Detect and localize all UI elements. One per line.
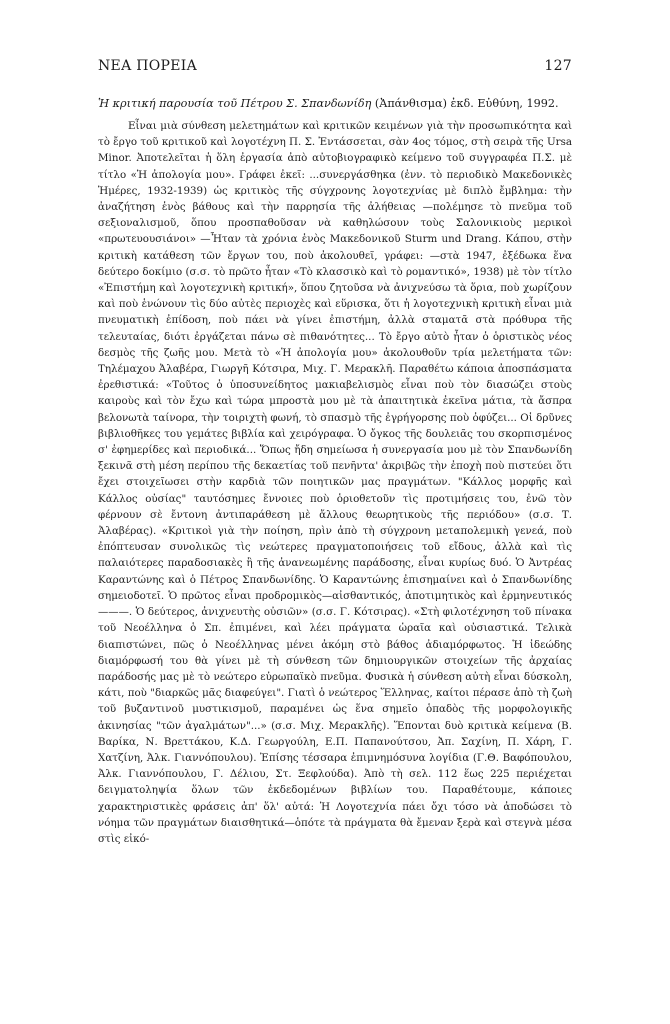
review-heading [98, 96, 572, 112]
reviewed-book-publication: (Ἀπάνθισμα) ἐκδ. Εὐθύνη, 1992. [374, 97, 559, 110]
page-number: 127 [544, 58, 572, 74]
review-body-paragraph: Εἶναι μιὰ σύνθεση μελετημάτων καὶ κριτικῶν κειμένων γιὰ τὴν προσωπικότητα καὶ τὸ ἔργο τοῦ κριτικοῦ καὶ λογοτέχνη Π. Σ. Ἐντάσσεται, σὰν 4ος τόμος, στὴ σειρὰ τῆς Ursa Minor. Ἀποτελεῖται ἡ ὅλη ἐργασία ἀπὸ αὐτοβιογραφικὸ κείμενο τοῦ συγγραφέα Π.Σ. μὲ τίτλο «Ἡ ἀπολογία μου». Γράφει ἐκεῖ: ...συνεργάσθηκα (ἐνν. τὸ περιοδικὸ Μακεδονικὲς Ἡμέρες, 1932-1939) ὡς κριτικὸς τῆς σύγχρονης λογοτεχνίας μὲ διπλὸ ἔμβλημα: τὴν ἀναζήτηση ἑνὸς βάθους καὶ τὴν παρρησία τῆς ἀλήθειας —πολέμησε τὸ πνεῦμα τοῦ σεξιοναλισμοῦ, ὅπου προσπαθοῦσαν νὰ καθηλώσουν τοὺς Σαλονικιοὺς μερικοὶ «πρωτευουσιάνοι» —Ἦταν τὰ χρόνια ἑνὸς Μακεδονικοῦ Sturm und Drang. Κάπου, στὴν κριτικὴ κατάθεση τῶν ἔργων του, ποὺ ἀκολουθεῖ, γράφει: —στὰ 1947, ἐξέδωκα ἕνα δεύτερο δοκίμιο (σ.σ. τὸ πρῶτο ἦταν «Τὸ κλασσικὸ καὶ τὸ ρομαντικό», 1938) μὲ τὸν τίτλο «Ἐπιστήμη καὶ λογοτεχνικὴ κριτική», ὅπου ζητοῦσα νὰ ἀνιχνεύσω τὰ ὅρια, ποὺ χωρίζουν καὶ ποὺ ἑνώνουν τὶς δύο αὐτὲς περιοχὲς καὶ εὕρισκα, ὅτι ἡ λογοτεχνικὴ κριτικὴ εἶναι μιὰ πνευματικὴ ἐπίδοση, ποὺ πάει νὰ γίνει ἐπιστήμη, ἀλλὰ σταματᾶ στὰ πρόθυρα τῆς τελευταίας, διότι ἐργάζεται πάνω σὲ πιθανότητες... Τὸ ἔργο αὐτὸ ἦταν ὁ ὁριστικὸς νέος δεσμὸς τῆς ζωῆς μου. Μετὰ τὸ «Ἡ ἀπολογία μου» ἀκολουθοῦν τρία μελετήματα τῶν: Τηλέμαχου Ἀλαβέρα, Γιωργῆ Κότσιρα, Μιχ. Γ. Μερακλῆ. Παραθέτω κάποια ἀποσπάσματα ἐρεθιστικά: «Τοῦτος ὁ ὑποσυνείδητος μακιαβελισμὸς εἶναι ποὺ τὸν διασώζει στοὺς καιροὺς καὶ τὸν ἔχω καὶ τώρα μπροστὰ μου μὲ τὰ ἀπαιτητικὰ ἐκεῖνα μάτια, τὰ ἄσπρα βελονωτὰ ταίνορα, τὴν τοιριχτὴ φωνή, τὸ σπασμὸ τῆς ἐγρήγορσης ποὺ ὀφύζει... Οἱ δρῦνες βιβλιοθῆκες του γεμάτες βιβλία καὶ χειρόγραφα. Ὁ ὄγκος τῆς δουλειᾶς του σκορπισμένος σ' ἐφημερίδες καὶ περιοδικά... Ὅπως ἤδη σημείωσα ἡ συνεργασία μου μὲ τὸν Σπανδωνίδη ξεκινᾶ στὴ μέση περίπου τῆς δεκαετίας τοῦ πενῆντα' ἀκριβῶς τὴν ἐποχὴ ποὺ πιστεύει ὅτι ἔχει στοιχεῖωσει στὴν καρδιὰ τῶν ποιητικῶν μας πραγμάτων. "Κάλλος μορφῆς καὶ Κάλλος οὐσίας" ταυτόσημες ἔννοιες ποὺ ὁριοθετοῦν τὶς προτιμήσεις του, ἐνῶ τὸν φέρνουν σὲ ἔντονη ἀντιπαράθεση μὲ ἄλλους θεωρητικοὺς τῆς περιόδου» (σ.σ. Τ. Ἀλαβέρας). «Κριτικοὶ γιὰ τὴν ποίηση, πρὶν ἀπὸ τὴ σύγχρονη μεταπολεμικὴ γενεά, ποὺ ἐπόπτευσαν συνολικῶς τὶς νεώτερες πραγματοποιήσεις τοῦ εἴδους, ἀλλὰ καὶ τὶς παλαιότερες παραδοσιακὲς ἢ τῆς ἀνανεωμένης παράδοσης, εἶναι κυρίως δυό. Ὁ Ἀντρέας Καραντώνης καὶ ὁ Πέτρος Σπανδωνίδης. Ὁ Καραντώνης ἐπισημαίνει καὶ ὁ Σπανδωνίδης σημειοδοτεῖ. Ὁ πρῶτος εἶναι προδρομικὸς—αἰσθαντικός, ἀποτιμητικὸς καὶ ἑρμηνευτικός———. Ὁ δεύτερος, ἀνιχνευτὴς οὐσιῶν» (σ.σ. Γ. Κότσιρας). «Στὴ φιλοτέχνηση τοῦ πίνακα τοῦ Νεοέλληνα ὁ Σπ. ἐπιμένει, καὶ λέει πράγματα ὡραῖα καὶ οὐσιαστικά. Τελικὰ διαπιστώνει, πῶς ὁ Νεοέλληνας μένει ἀκόμη στὸ βάθος ἀδιαμόρφωτος. Ἡ ἰδεώδης διαμόρφωσή του θὰ γίνει μὲ τὴ σύνθεση τῶν δημιουργικῶν στοιχείων τῆς ἀρχαίας παράδοσής μας μὲ τὸ νεώτερο εὐρωπαϊκὸ πνεῦμα. Φυσικὰ ἡ σύνθεση αὐτὴ εἶναι δύσκολη, κάτι, ποὺ "διαρκῶς μᾶς διαφεύγει". Γιατὶ ὁ νεώτερος Ἕλληνας, καίτοι πέρασε ἀπὸ τὴ ζωὴ τοῦ βυζαντινοῦ μυστικισμοῦ, παραμένει ὡς ἕνα σημεῖο ὁπαδὸς τῆς μορφολογικῆς ἀκινησίας "τῶν ἀγαλμάτων"...» (σ.σ. Μιχ. Μερακλῆς). Ἕπονται δυὸ κριτικὰ κείμενα (Β. Βαρίκα, Ν. Βρεττάκου, Κ.Δ. Γεωργούλη, Ε.Π. Παπανούτσου, Ἀπ. Σαχίνη, Π. Χάρη, Γ. Χατζίνη, Ἀλκ. Γιαννόπουλου). Ἐπίσης τέσσαρα ἐπιμνημόσυνα λογίδια (Γ.Θ. Βαφόπουλου, Ἀλκ. Γιαννόπουλου, Γ. Δέλιου, Στ. Ξεφλούδα). Ἀπὸ τὴ σελ. 112 ἕως 225 περιέχεται δειγματοληψία ὅλων τῶν ἐκδεδομένων βιβλίων του. Παραθέτουμε, κάποιες χαρακτηριστικὲς φράσεις ἀπ' ὅλ' αὐτά: Ἡ Λογοτεχνία πάει ὄχι τόσο νὰ ἀποδώσει τὸ νόημα τῶν πραγμάτων διαισθητικά—ὁπότε τὰ πράγματα θὰ ἔμεναν ξερὰ καὶ στεγνὰ μέσα στὶς εἰκό- [98, 120, 572, 845]
reviewed-book-title: Ἡ κριτική παρουσία τοῦ Πέτρου Σ. Σπανδωνίδη [98, 97, 372, 110]
running-head [98, 58, 572, 74]
journal-title: ΝΕΑ ΠΟΡΕΙΑ [98, 58, 197, 74]
